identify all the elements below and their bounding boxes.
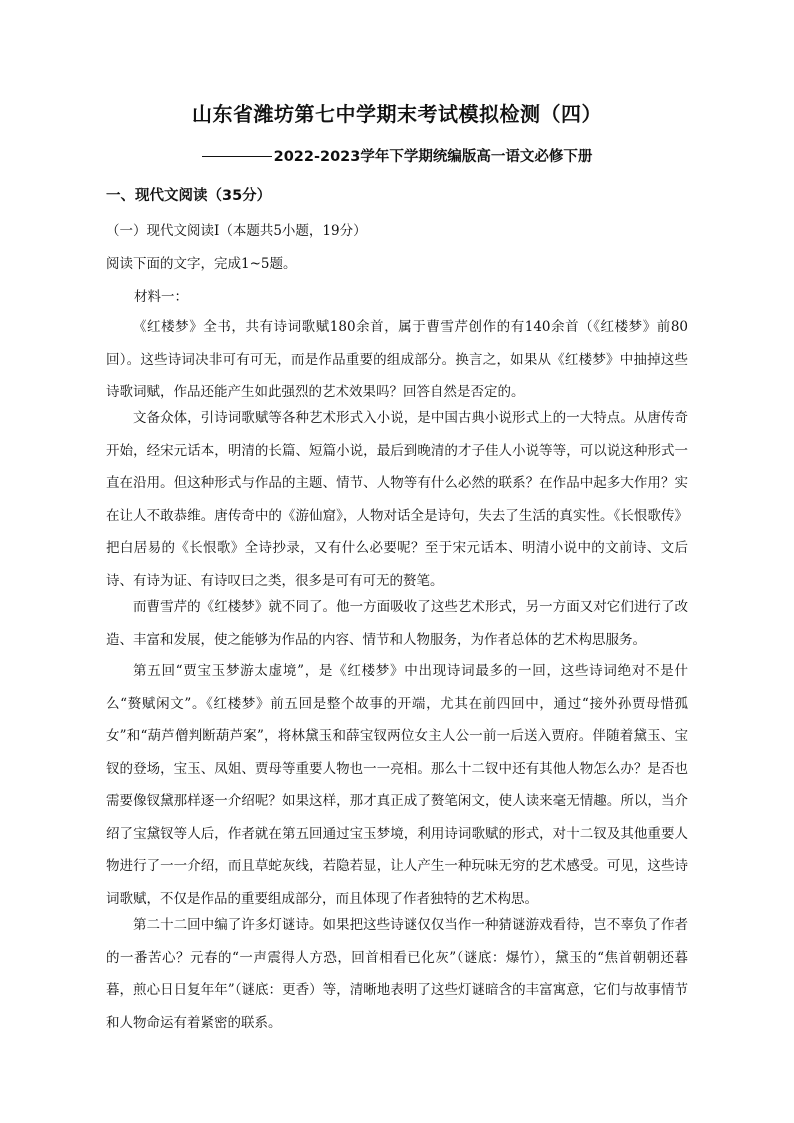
body-paragraph: 第五回“贾宝玉梦游太虚境”，是《红楼梦》中出现诗词最多的一回，这些诗词绝对不是什么“赘赋闲文”。《红楼梦》前五回是整个故事的开端，尤其在前四回中，通过“接外孙贾母惜孤女”和“葫芦僧判断葫芦案”，将林黛玉和薛宝钗两位女主人公一前一后送入贾府。伴随着黛玉、宝钗的登场，宝玉、凤姐、贾母等重要人物也一一亮相。那么十二钗中还有其他人物怎么办？是否也需要像钗黛那样逐一介绍呢？如果这样，那才真正成了赘笔闲文，使人读来毫无情趣。所以，当介绍了宝黛钗等人后，作者就在第五回通过宝玉梦境，利用诗词歌赋的形式，对十二钗及其他重要人物进行了一一介绍，而且草蛇灰线，若隐若显，让人产生一种玩味无穷的艺术感受。可见，这些诗词歌赋，不仅是作品的重要组成部分，而且体现了作者独特的艺术构思。 bbox=[106, 663, 688, 907]
document-title: 山东省潍坊第七中学期末考试模拟检测（四） bbox=[192, 102, 602, 126]
document-subtitle bbox=[0, 145, 794, 166]
body-paragraph: 而曹雪芹的《红楼梦》就不同了。他一方面吸收了这些艺术形式，另一方面又对它们进行了改造、丰富和发展，使之能够为作品的内容、情节和人物服务，为作者总体的艺术构思服务。 bbox=[106, 599, 688, 648]
body-paragraph: 第二十二回中编了许多灯谜诗。如果把这些诗谜仅仅当作一种猜谜游戏看待，岂不辜负了作者的一番苦心？元春的“一声震得人方恐，回首相看已化灰”（谜底：爆竹），黛玉的“焦首朝朝还暮暮，煎心日日复年年”（谜底：更香）等，清晰地表明了这些灯谜暗含的丰富寓意，它们与故事情节和人物命运有着紧密的联系。 bbox=[106, 917, 688, 1031]
material-label: 材料一： bbox=[134, 289, 188, 305]
reading-instruction: 阅读下面的文字，完成1~5题。 bbox=[106, 256, 297, 272]
subtitle-dash-decoration bbox=[202, 156, 272, 157]
document-subtitle-text: 2022-2023学年下学期统编版高一语文必修下册 bbox=[273, 149, 593, 165]
sub-heading: （一）现代文阅读Ⅰ（本题共5小题，19分） bbox=[106, 223, 367, 239]
section-heading: 一、现代文阅读（35分） bbox=[106, 188, 272, 204]
body-paragraph: 《红楼梦》全书，共有诗词歌赋180余首，属于曹雪芹创作的有140余首（《红楼梦》前80回）。这些诗词决非可有可无，而是作品重要的组成部分。换言之，如果从《红楼梦》中抽掉这些诗歌词赋，作品还能产生如此强烈的艺术效果吗？回答自然是否定的。 bbox=[106, 319, 688, 400]
body-paragraph: 文备众体，引诗词歌赋等各种艺术形式入小说，是中国古典小说形式上的一大特点。从唐传奇开始，经宋元话本，明清的长篇、短篇小说，最后到晚清的才子佳人小说等等，可以说这种形式一直在沿用。但这种形式与作品的主题、情节、人物等有什么必然的联系？在作品中起多大作用？实在让人不敢恭维。唐传奇中的《游仙窟》，人物对话全是诗句，失去了生活的真实性。《长恨歌传》把白居易的《长恨歌》全诗抄录，又有什么必要呢？至于宋元话本、明清小说中的文前诗、文后诗、有诗为证、有诗叹曰之类，很多是可有可无的赘笔。 bbox=[106, 410, 688, 589]
